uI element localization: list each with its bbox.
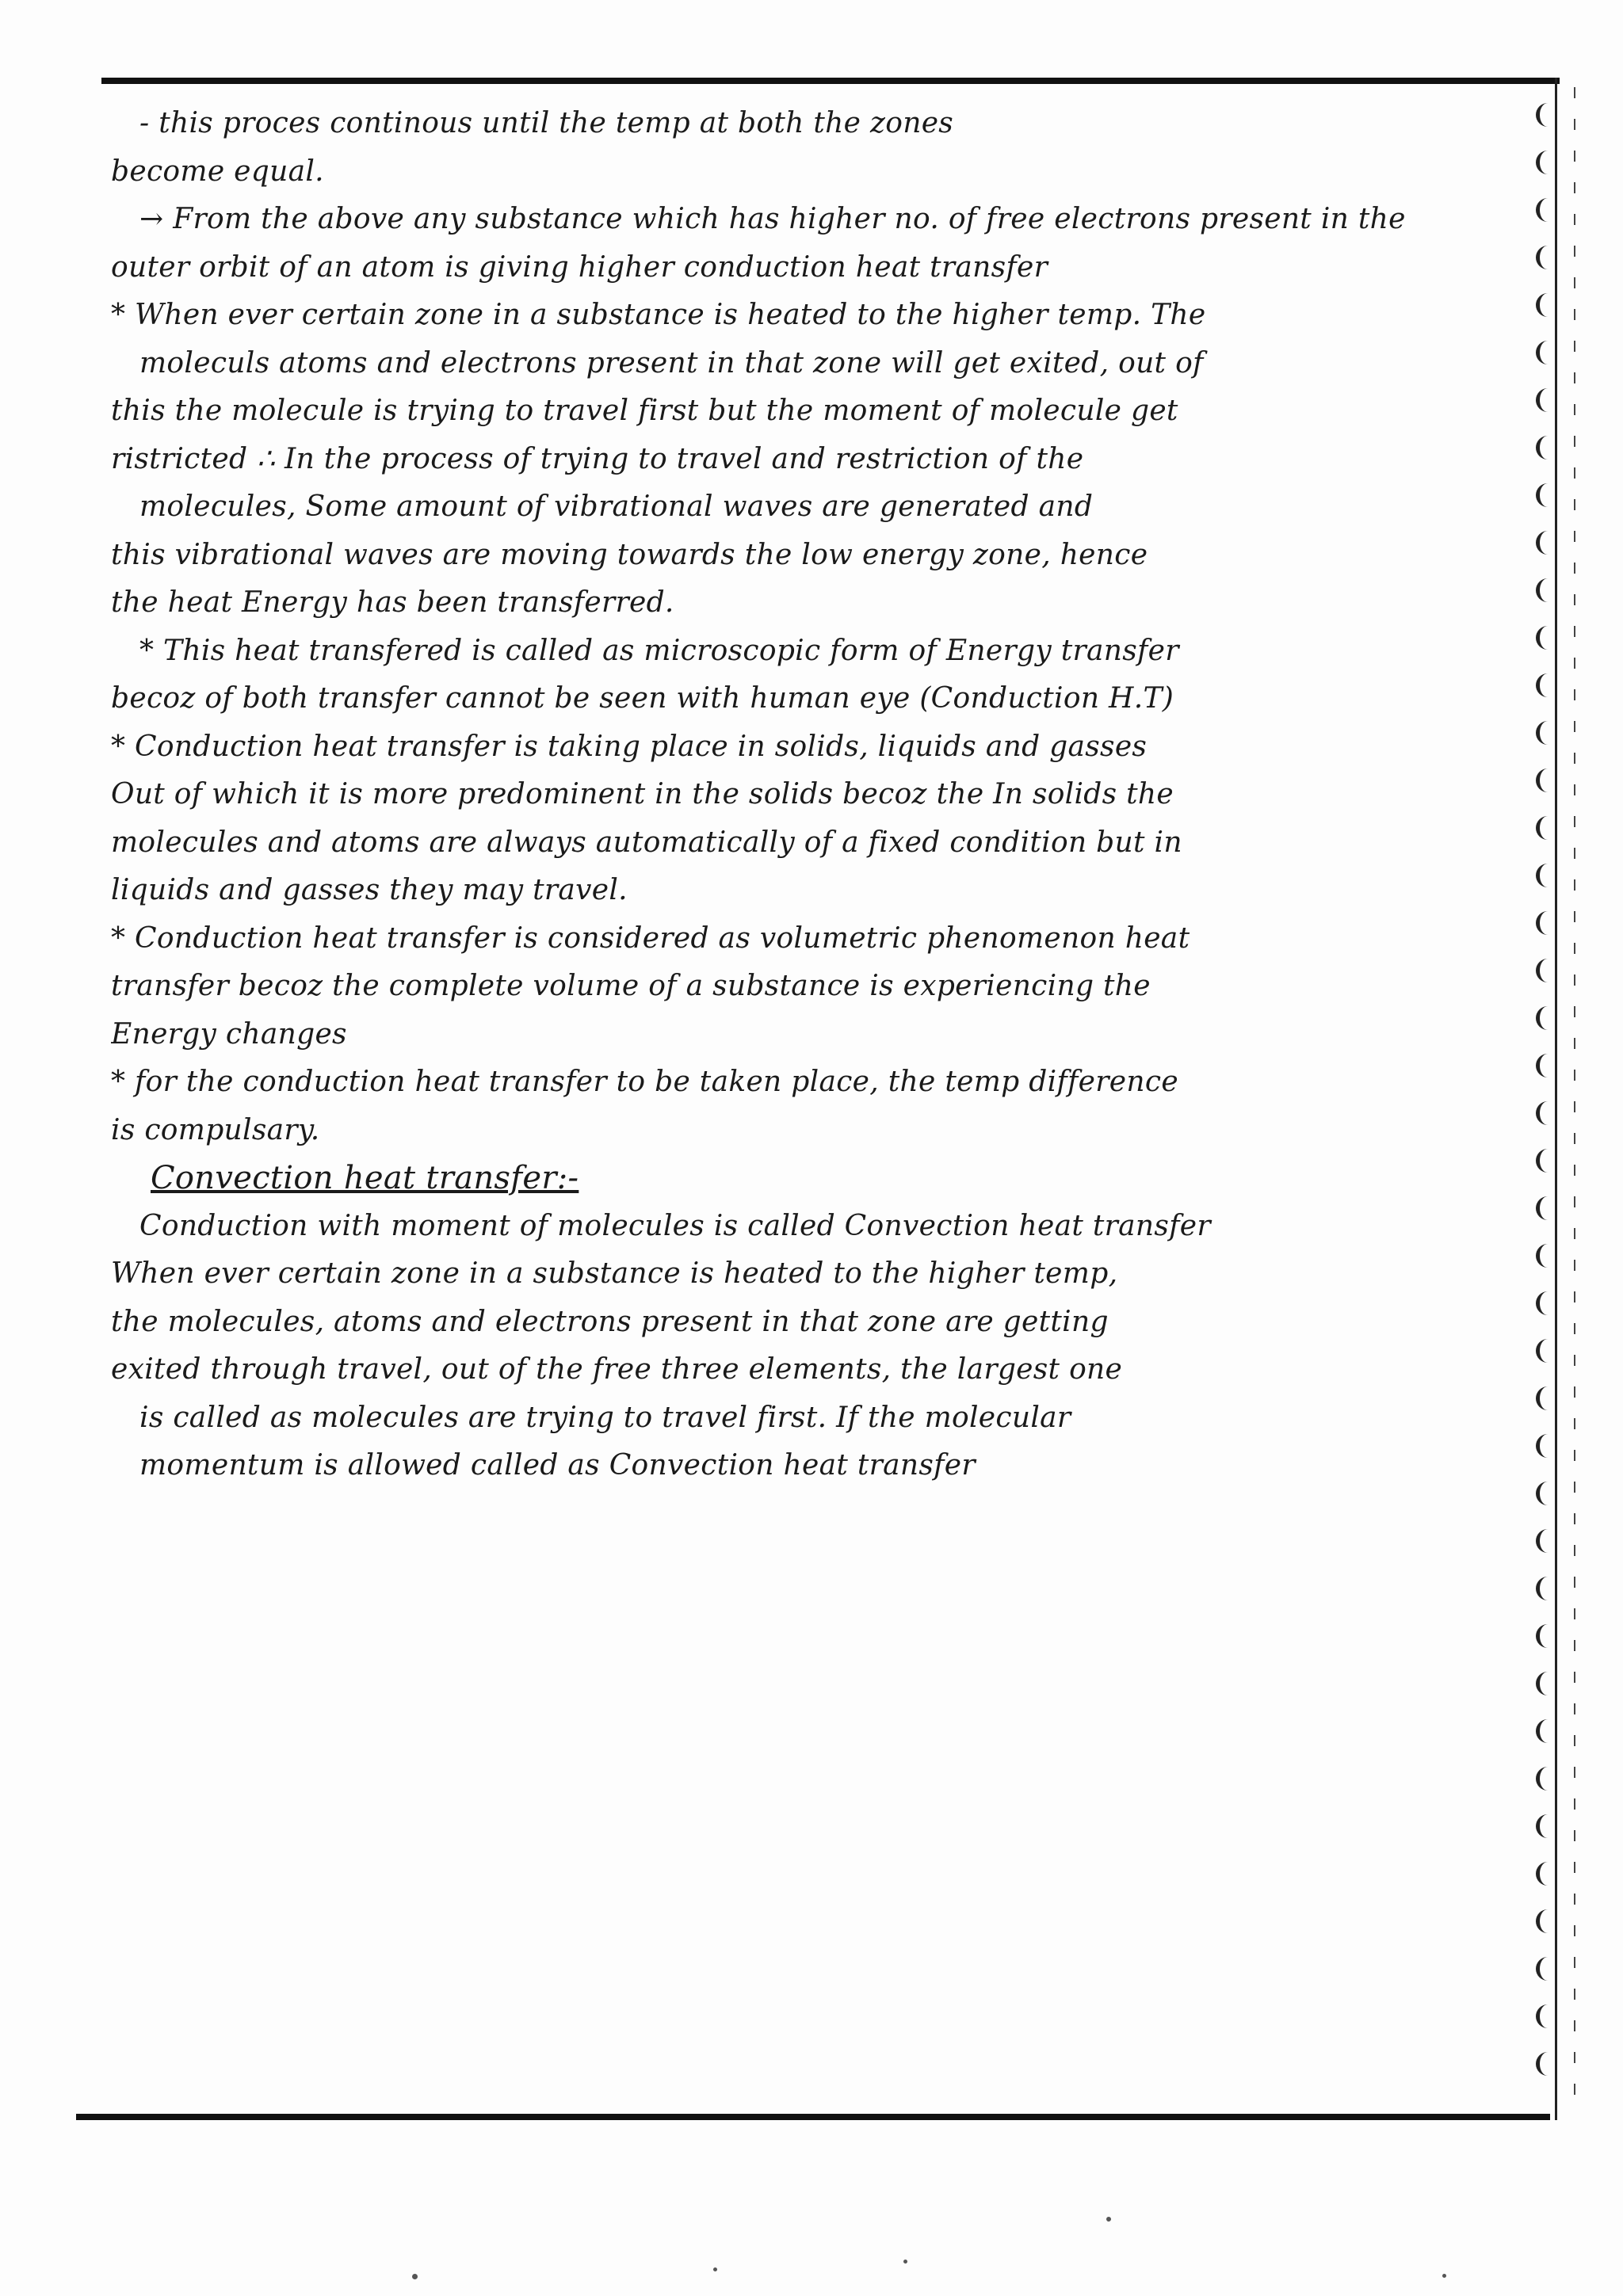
note-line: Energy changes bbox=[111, 1017, 347, 1051]
note-line: * When ever certain zone in a substance is heated to the higher temp. The bbox=[111, 299, 1206, 331]
binding-hole bbox=[1536, 1101, 1556, 1125]
binding-hole bbox=[1536, 341, 1556, 364]
note-line: this the molecule is trying to travel first but the moment of molecule get bbox=[111, 395, 1178, 427]
binding-hole bbox=[1536, 388, 1556, 412]
spiral-binding bbox=[1536, 103, 1560, 2100]
binding-hole bbox=[1536, 103, 1556, 127]
binding-hole bbox=[1536, 1244, 1556, 1268]
note-line: → From the above any substance which has higher no. of free electrons present in the bbox=[139, 203, 1406, 235]
binding-hole bbox=[1536, 1862, 1556, 1886]
binding-hole bbox=[1536, 1814, 1556, 1838]
binding-hole bbox=[1536, 1196, 1556, 1220]
note-line: liquids and gasses they may travel. bbox=[111, 874, 628, 906]
note-line: When ever certain zone in a substance is heated to the higher temp, bbox=[111, 1257, 1118, 1290]
binding-hole bbox=[1536, 816, 1556, 840]
note-line: transfer becoz the complete volume of a substance is experiencing the bbox=[111, 970, 1151, 1002]
note-line: outer orbit of an atom is giving higher conduction heat transfer bbox=[111, 250, 1048, 284]
page-top-rule bbox=[101, 78, 1560, 84]
binding-hole bbox=[1536, 721, 1556, 745]
binding-hole bbox=[1536, 1291, 1556, 1315]
scan-speck bbox=[1106, 2217, 1111, 2222]
page-bottom-rule bbox=[76, 2114, 1550, 2120]
note-line: exited through travel, out of the free three elements, the largest one bbox=[111, 1353, 1123, 1386]
scan-speck bbox=[412, 2274, 418, 2279]
binding-hole bbox=[1536, 246, 1556, 269]
binding-hole bbox=[1536, 578, 1556, 602]
note-line: molecules and atoms are always automatically of a fixed condition but in bbox=[111, 826, 1182, 859]
binding-hole bbox=[1536, 1386, 1556, 1410]
scan-speck bbox=[903, 2260, 907, 2264]
note-line: Out of which it is more predominent in the solids becoz the In solids the bbox=[111, 778, 1174, 810]
note-line: become equal. bbox=[111, 154, 324, 188]
binding-hole bbox=[1536, 2004, 1556, 2028]
binding-hole bbox=[1536, 1054, 1556, 1077]
note-line: becoz of both transfer cannot be seen with human eye (Conduction H.T) bbox=[111, 682, 1174, 715]
note-line: the heat Energy has been transferred. bbox=[111, 586, 674, 619]
binding-hole bbox=[1536, 531, 1556, 555]
binding-hole bbox=[1536, 673, 1556, 697]
note-line: the molecules, atoms and electrons present in that zone are getting bbox=[111, 1305, 1109, 1338]
binding-hole bbox=[1536, 198, 1556, 222]
binding-hole bbox=[1536, 1909, 1556, 1933]
binding-hole bbox=[1536, 1529, 1556, 1553]
binding-hole bbox=[1536, 293, 1556, 317]
binding-hole bbox=[1536, 436, 1556, 460]
page-binding-edge bbox=[1574, 87, 1575, 2115]
binding-hole bbox=[1536, 959, 1556, 982]
binding-hole bbox=[1536, 1719, 1556, 1743]
note-line: * This heat transfered is called as microscopic form of Energy transfer bbox=[139, 634, 1179, 667]
note-line: Conduction with moment of molecules is called Convection heat transfer bbox=[139, 1209, 1211, 1242]
note-line: this vibrational waves are moving towards the low energy zone, hence bbox=[111, 538, 1148, 571]
note-line: momentum is allowed called as Convection heat transfer bbox=[139, 1449, 976, 1482]
binding-hole bbox=[1536, 1434, 1556, 1458]
note-line: ristricted ∴ In the process of trying to travel and restriction of the bbox=[111, 442, 1084, 475]
scan-speck bbox=[1442, 2274, 1446, 2278]
binding-hole bbox=[1536, 1767, 1556, 1791]
note-line: molecules, Some amount of vibrational waves are generated and bbox=[139, 490, 1094, 523]
binding-hole bbox=[1536, 911, 1556, 935]
binding-hole bbox=[1536, 151, 1556, 174]
binding-hole bbox=[1536, 483, 1556, 507]
binding-hole bbox=[1536, 1577, 1556, 1600]
binding-hole bbox=[1536, 2052, 1556, 2076]
note-line: moleculs atoms and electrons present in that zone will get exited, out of bbox=[139, 346, 1204, 379]
note-line: * for the conduction heat transfer to be taken place, the temp difference bbox=[111, 1066, 1178, 1098]
binding-hole bbox=[1536, 1006, 1556, 1030]
binding-hole bbox=[1536, 1672, 1556, 1695]
binding-hole bbox=[1536, 1482, 1556, 1505]
binding-hole bbox=[1536, 1339, 1556, 1363]
binding-hole bbox=[1536, 864, 1556, 887]
binding-hole bbox=[1536, 1149, 1556, 1173]
handwritten-notes bbox=[111, 100, 1529, 1490]
note-line: is called as molecules are trying to travel first. If the molecular bbox=[139, 1401, 1071, 1434]
note-line: * Conduction heat transfer is considered as volumetric phenomenon heat bbox=[111, 921, 1190, 955]
note-line: - this proces continous until the temp at both the zones bbox=[139, 107, 954, 139]
note-line: is compulsary. bbox=[111, 1113, 320, 1146]
binding-hole bbox=[1536, 626, 1556, 650]
scan-speck bbox=[713, 2267, 717, 2271]
section-heading-convection: Convection heat transfer:- bbox=[151, 1160, 579, 1196]
binding-hole bbox=[1536, 769, 1556, 792]
binding-hole bbox=[1536, 1957, 1556, 1981]
note-line: * Conduction heat transfer is taking place in solids, liquids and gasses bbox=[111, 730, 1148, 763]
binding-hole bbox=[1536, 1624, 1556, 1648]
